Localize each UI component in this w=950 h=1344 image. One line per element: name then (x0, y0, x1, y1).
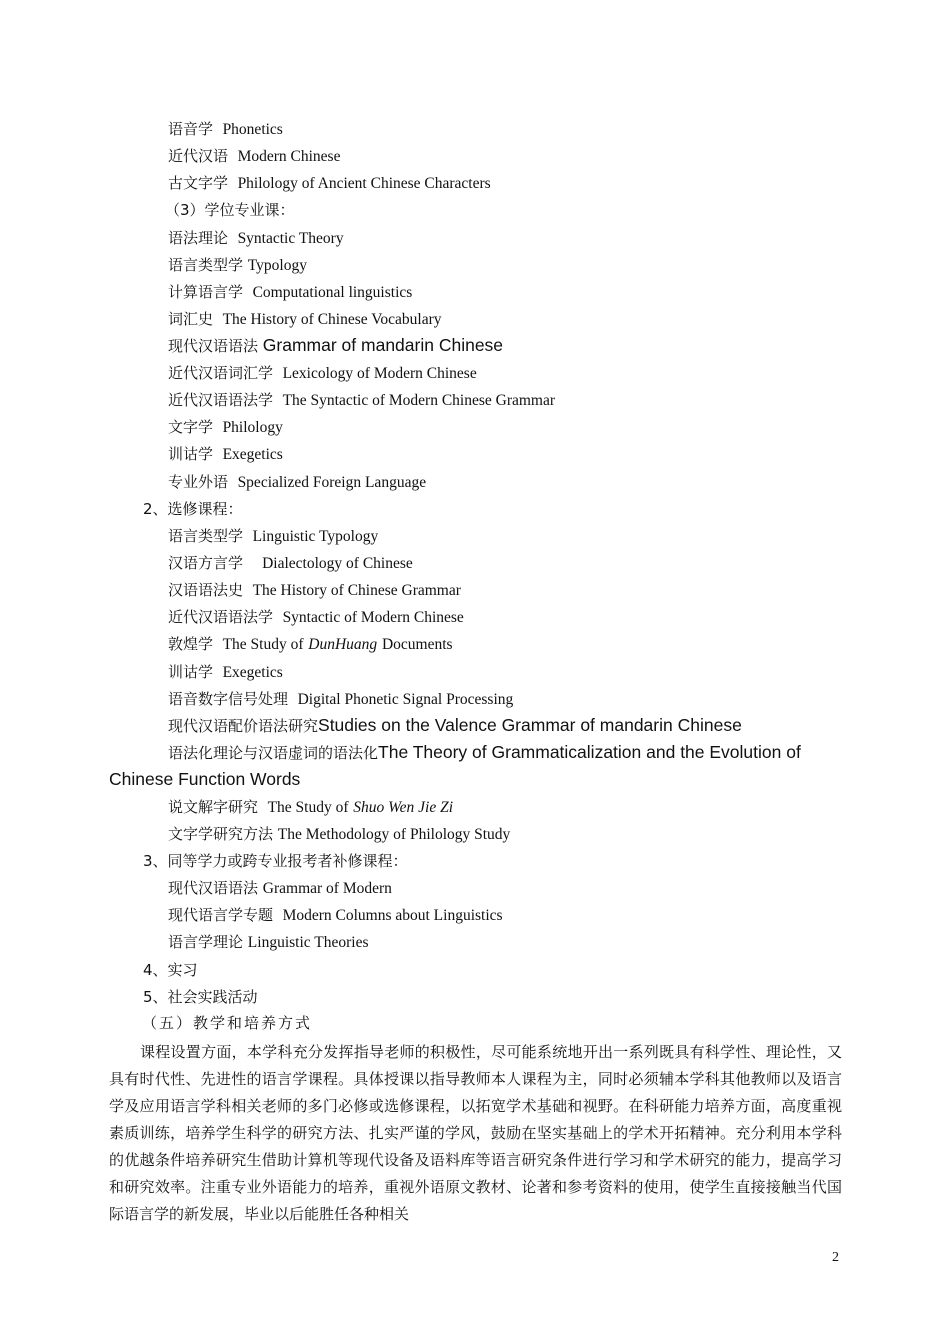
course-syntactic-modern-chinese: 近代汉语语法学 Syntactic of Modern Chinese (168, 608, 464, 626)
page-number: 2 (832, 1250, 839, 1265)
section-heading: （五）教学和培养方式 (142, 1014, 313, 1032)
subheading-degree-courses: （3）学位专业课： (165, 201, 295, 219)
course-dialectology: 汉语方言学 Dialectology of Chinese (168, 554, 413, 572)
body-paragraph: 课程设置方面，本学科充分发挥指导老师的积极性，尽可能系统地开出一系列既具有科学性、理论性，又具有时代性、先进性的语言学课程。具体授课以指导教师本人课程为主，同时必须辅本学科其他教师以及语言学及应用语言学科相关老师的多门必修或选修课程，以拓宽学术基础和视野。在科研能力培养方面，高度重视素质训练，培养学生科学的研究方法、扎实严谨的学风，鼓励在坚实基础上的学术开拓精神。充分利用本学科的优越条件培养研究生借助计算机等现代设备及语料库等语言研究条件进行学习和学术研究的能力，提高学习和研究效率。注重专业外语能力的培养，重视外语原文教材、论著和参考资料的使用，使学生直接接触当代国际语言学的新发展，毕业以后能胜任各种相关 (109, 1043, 842, 1223)
course-lexicology: 近代汉语词汇学 Lexicology of Modern Chinese (168, 364, 477, 382)
course-grammar-history: 汉语语法史 The History of Chinese Grammar (168, 581, 461, 599)
course-mandarin-grammar: 现代汉语语法 Grammar of mandarin Chinese (168, 335, 504, 355)
course-shuowen: 说文解字研究 The Study of Shuo Wen Jie Zi (168, 798, 454, 816)
course-grammaticalization: 语法化理论与汉语虚词的语法化The Theory of Grammaticalization and the Evolution of (168, 742, 801, 762)
course-ancient-characters: 古文字学 Philology of Ancient Chinese Characters (168, 174, 491, 192)
course-grammar-of-modern: 现代汉语语法 Grammar of Modern (168, 879, 392, 897)
course-linguistic-theories: 语言学理论 Linguistic Theories (168, 933, 369, 951)
course-signal-processing: 语音数字信号处理 Digital Phonetic Signal Processing (168, 690, 514, 708)
course-dunhuang: 敦煌学 The Study of DunHuang Documents (168, 635, 453, 653)
course-phonetics: 语音学 Phonetics (168, 120, 283, 138)
course-linguistic-typology: 语言类型学 Linguistic Typology (168, 527, 379, 545)
subheading-electives: 2、选修课程： (143, 500, 243, 518)
course-modern-chinese: 近代汉语 Modern Chinese (168, 147, 341, 165)
course-computational-linguistics: 计算语言学 Computational linguistics (168, 283, 413, 301)
course-philology: 文字学 Philology (168, 418, 283, 436)
course-valence-grammar: 现代汉语配价语法研究Studies on the Valence Grammar of mandarin Chinese (168, 715, 742, 735)
course-linguistics-columns: 现代语言学专题 Modern Columns about Linguistics (168, 906, 503, 924)
course-foreign-language: 专业外语 Specialized Foreign Language (168, 473, 427, 491)
course-syntactic-theory: 语法理论 Syntactic Theory (168, 229, 344, 247)
subheading-supplementary: 3、同等学力或跨专业报考者补修课程： (143, 852, 408, 870)
course-typology: 语言类型学 Typology (168, 256, 307, 274)
item-internship: 4、实习 (143, 961, 198, 979)
course-vocabulary-history: 词汇史 The History of Chinese Vocabulary (168, 310, 442, 328)
course-exegetics: 训诂学 Exegetics (168, 445, 283, 463)
course-philology-methodology: 文字学研究方法 The Methodology of Philology Study (168, 825, 511, 843)
item-social-practice: 5、社会实践活动 (143, 988, 258, 1006)
course-exegetics-elective: 训诂学 Exegetics (168, 663, 283, 681)
course-grammaticalization-cont: Chinese Function Words (109, 769, 301, 789)
course-syntactic-modern-grammar: 近代汉语语法学 The Syntactic of Modern Chinese Grammar (168, 391, 556, 409)
